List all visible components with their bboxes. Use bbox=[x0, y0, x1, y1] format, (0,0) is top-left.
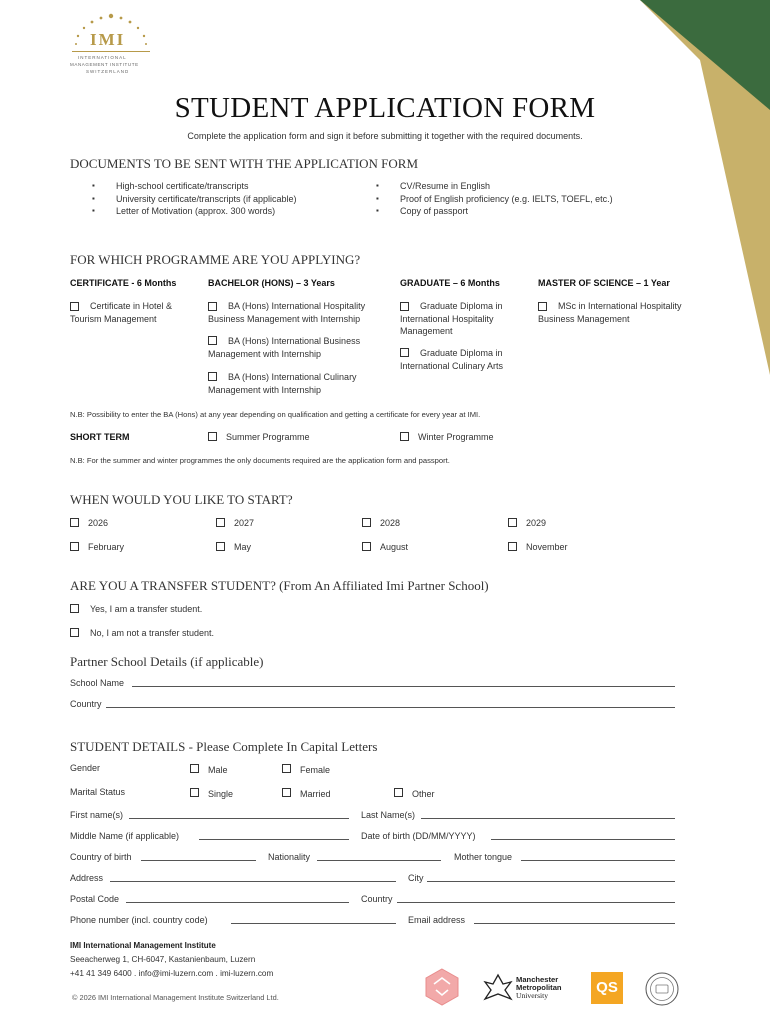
footer-contact: +41 41 349 6400 . info@imi-luzern.com . imi-luzern.com bbox=[70, 969, 274, 978]
grad-hospitality-label: Graduate Diploma in International Hospitality Management bbox=[400, 301, 503, 336]
grad-culinary-label: Graduate Diploma in International Culinary Arts bbox=[400, 348, 504, 371]
transfer-yes-checkbox[interactable] bbox=[70, 604, 79, 613]
phone-label: Phone number (incl. country code) bbox=[70, 915, 208, 925]
marital-other-label: Other bbox=[412, 789, 435, 799]
logo-line2: MANAGEMENT INSTITUTE bbox=[70, 62, 139, 67]
city-label: City bbox=[408, 873, 424, 883]
marital-single-checkbox[interactable] bbox=[190, 788, 199, 797]
qs-logo-text: QS bbox=[596, 979, 618, 996]
year-2026-checkbox[interactable] bbox=[70, 518, 79, 527]
email-field[interactable] bbox=[474, 923, 675, 924]
postal-code-field[interactable] bbox=[126, 902, 349, 903]
phone-field[interactable] bbox=[231, 923, 396, 924]
mother-tongue-field[interactable] bbox=[521, 860, 675, 861]
ba-culinary-label: BA (Hons) International Culinary Management with Internship bbox=[208, 372, 357, 395]
winter-programme-checkbox[interactable] bbox=[400, 432, 409, 441]
gender-female-checkbox[interactable] bbox=[282, 764, 291, 773]
year-2028-checkbox[interactable] bbox=[362, 518, 371, 527]
month-february-label: February bbox=[88, 542, 125, 552]
documents-list-left bbox=[92, 180, 297, 218]
marital-label: Marital Status bbox=[70, 787, 126, 797]
year-2027-checkbox[interactable] bbox=[216, 518, 225, 527]
nationality-label: Nationality bbox=[268, 852, 311, 862]
marital-other-checkbox[interactable] bbox=[394, 788, 403, 797]
school-name-field[interactable] bbox=[132, 686, 675, 687]
year-2029-label: 2029 bbox=[526, 518, 547, 528]
country-of-birth-label: Country of birth bbox=[70, 852, 132, 862]
details-country-label: Country bbox=[361, 894, 393, 904]
mmu-logo-icon bbox=[483, 973, 513, 1003]
ba-hospitality-label: BA (Hons) International Hospitality Business Management with Internship bbox=[208, 301, 366, 324]
col-header-certificate: CERTIFICATE - 6 Months bbox=[70, 278, 177, 288]
page-subtitle: Complete the application form and sign it before submitting it together with the required documents. bbox=[187, 131, 583, 141]
logo-line1: INTERNATIONAL bbox=[78, 55, 127, 60]
logo-line3: SWITZERLAND bbox=[86, 69, 130, 74]
programme-heading: FOR WHICH PROGRAMME ARE YOU APPLYING? bbox=[70, 252, 361, 267]
transfer-heading: ARE YOU A TRANSFER STUDENT? (From An Affiliated Imi Partner School) bbox=[70, 578, 489, 593]
month-august-label: August bbox=[380, 542, 409, 552]
marital-single-label: Single bbox=[208, 789, 234, 799]
country-of-birth-field[interactable] bbox=[141, 860, 256, 861]
list-item: ▪ Proof of English proficiency (e.g. IELTS, TOEFL, etc.) bbox=[376, 193, 613, 206]
year-2026-label: 2026 bbox=[88, 518, 109, 528]
gender-male-label: Male bbox=[208, 765, 228, 775]
partner-country-label: Country bbox=[70, 699, 102, 709]
details-heading: STUDENT DETAILS - Please Complete In Capital Letters bbox=[70, 739, 378, 754]
middle-name-field[interactable] bbox=[199, 839, 349, 840]
partner-country-field[interactable] bbox=[106, 707, 675, 708]
msc-hospitality-label: MSc in International Hospitality Business Management bbox=[538, 301, 682, 324]
certificate-hotel-label: Certificate in Hotel & Tourism Management bbox=[70, 301, 173, 324]
gender-male-checkbox[interactable] bbox=[190, 764, 199, 773]
winter-programme-label: Winter Programme bbox=[418, 432, 494, 442]
email-label: Email address bbox=[408, 915, 466, 925]
start-heading: WHEN WOULD YOU LIKE TO START? bbox=[70, 492, 293, 507]
accreditation-badge-icon bbox=[424, 968, 460, 1006]
logo-text: IMI bbox=[90, 30, 126, 49]
marital-married-checkbox[interactable] bbox=[282, 788, 291, 797]
month-february-checkbox[interactable] bbox=[70, 542, 79, 551]
footer-copyright: © 2026 IMI International Management Institute Switzerland Ltd. bbox=[72, 993, 279, 1002]
address-field[interactable] bbox=[110, 881, 396, 882]
marital-married-label: Married bbox=[300, 789, 331, 799]
month-may-checkbox[interactable] bbox=[216, 542, 225, 551]
col-header-bachelor: BACHELOR (HONS) – 3 Years bbox=[208, 278, 335, 288]
summer-programme-checkbox[interactable] bbox=[208, 432, 217, 441]
middle-name-label: Middle Name (if applicable) bbox=[70, 831, 180, 841]
last-name-label: Last Name(s) bbox=[361, 810, 416, 820]
list-item: ▪ CV/Resume in English bbox=[376, 180, 613, 193]
footer-org: IMI International Management Institute bbox=[70, 941, 216, 950]
month-november-checkbox[interactable] bbox=[508, 542, 517, 551]
city-field[interactable] bbox=[427, 881, 675, 882]
short-term-label: SHORT TERM bbox=[70, 432, 130, 442]
transfer-no-label: No, I am not a transfer student. bbox=[90, 628, 215, 638]
page-title: STUDENT APPLICATION FORM bbox=[174, 92, 596, 124]
gender-label: Gender bbox=[70, 763, 101, 773]
dob-label: Date of birth (DD/MM/YYYY) bbox=[361, 831, 476, 841]
dob-field[interactable] bbox=[491, 839, 675, 840]
list-item: ▪ High-school certificate/transcripts bbox=[92, 180, 297, 193]
year-2027-label: 2027 bbox=[234, 518, 255, 528]
programme-note-ba: N.B: Possibility to enter the BA (Hons) at any year depending on qualification and getting a certificate for every year at IMI. bbox=[70, 410, 481, 419]
last-name-field[interactable] bbox=[421, 818, 675, 819]
gender-female-label: Female bbox=[300, 765, 331, 775]
ba-business-label: BA (Hons) International Business Management with Internship bbox=[208, 336, 361, 359]
mother-tongue-label: Mother tongue bbox=[454, 852, 513, 862]
seal-logo-icon bbox=[644, 971, 680, 1007]
nationality-field[interactable] bbox=[317, 860, 441, 861]
list-item: ▪ Copy of passport bbox=[376, 205, 613, 218]
year-2028-label: 2028 bbox=[380, 518, 401, 528]
col-header-graduate: GRADUATE – 6 Months bbox=[400, 278, 500, 288]
footer-address: Seeacherweg 1, CH-6047, Kastanienbaum, Luzern bbox=[70, 955, 256, 964]
first-name-field[interactable] bbox=[129, 818, 349, 819]
col-header-master: MASTER OF SCIENCE – 1 Year bbox=[538, 278, 670, 288]
year-2029-checkbox[interactable] bbox=[508, 518, 517, 527]
programme-note-short-term: N.B: For the summer and winter programmes the only documents required are the application form and passport. bbox=[70, 456, 450, 465]
transfer-no-checkbox[interactable] bbox=[70, 628, 79, 637]
documents-list-right bbox=[376, 180, 613, 218]
summer-programme-label: Summer Programme bbox=[226, 432, 310, 442]
address-label: Address bbox=[70, 873, 104, 883]
month-august-checkbox[interactable] bbox=[362, 542, 371, 551]
details-country-field[interactable] bbox=[397, 902, 675, 903]
mmu-logo-text: Manchester Metropolitan University bbox=[516, 975, 562, 1000]
postal-code-label: Postal Code bbox=[70, 894, 120, 904]
school-name-label: School Name bbox=[70, 678, 125, 688]
list-item: ▪ University certificate/transcripts (if applicable) bbox=[92, 193, 297, 206]
partner-heading: Partner School Details (if applicable) bbox=[70, 654, 264, 669]
imi-logo bbox=[68, 10, 154, 80]
transfer-yes-label: Yes, I am a transfer student. bbox=[90, 604, 203, 614]
list-item: ▪ Letter of Motivation (approx. 300 words) bbox=[92, 205, 297, 218]
month-november-label: November bbox=[526, 542, 568, 552]
month-may-label: May bbox=[234, 542, 252, 552]
first-name-label: First name(s) bbox=[70, 810, 124, 820]
documents-heading: DOCUMENTS TO BE SENT WITH THE APPLICATION FORM bbox=[70, 156, 419, 171]
